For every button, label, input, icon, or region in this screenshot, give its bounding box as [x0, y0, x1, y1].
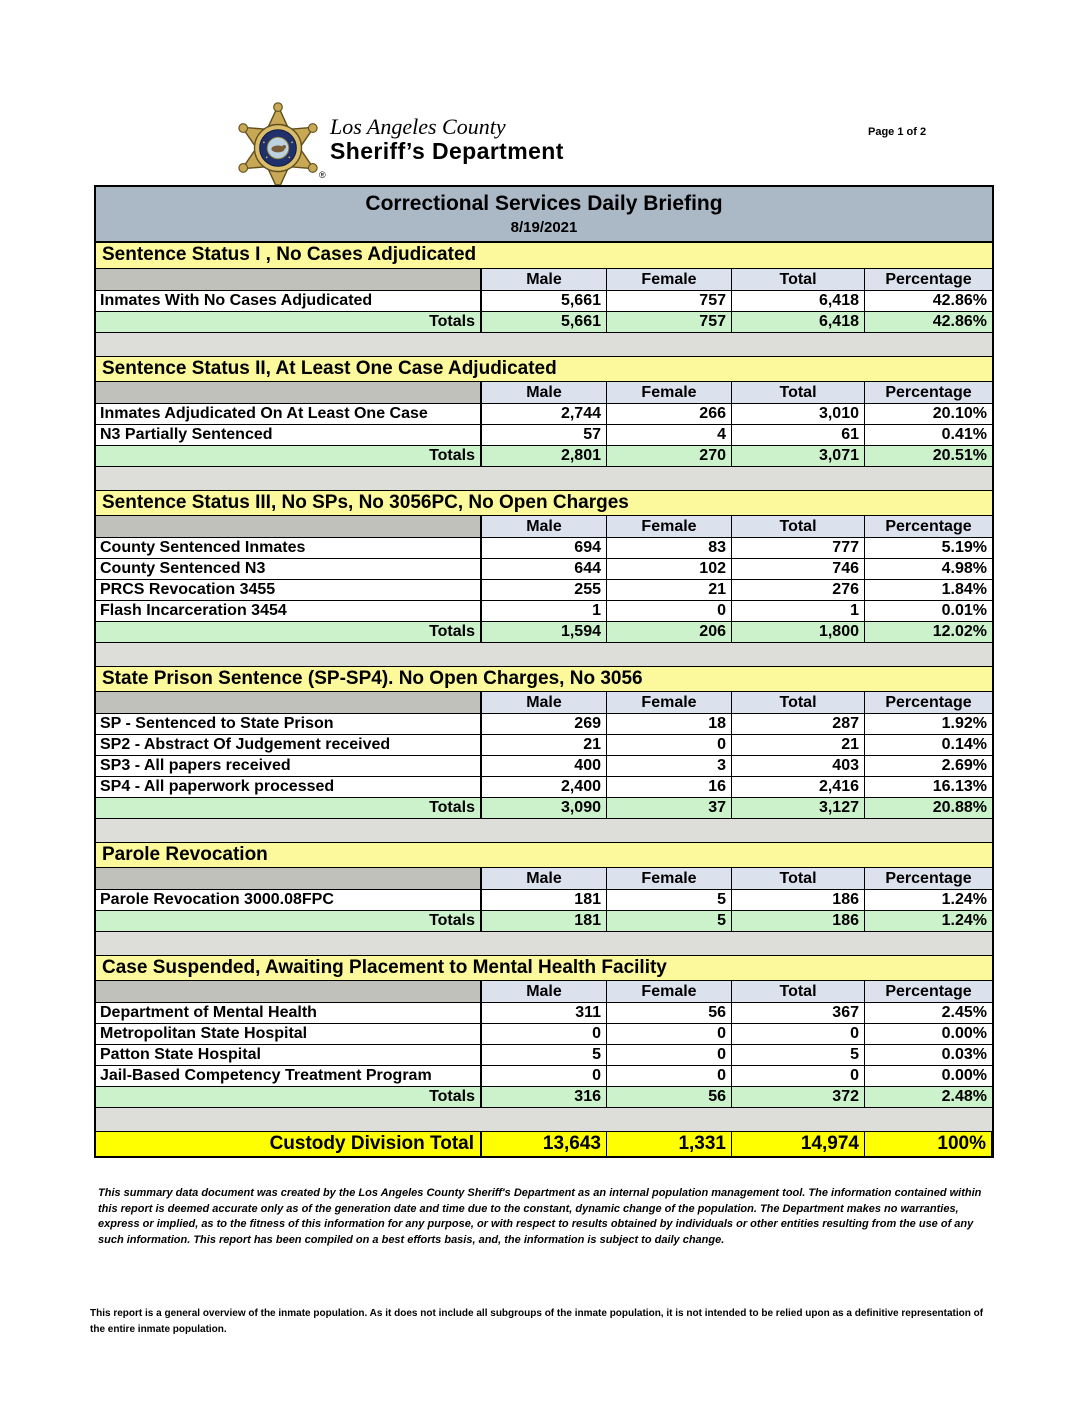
percentage-value: 1.84% [941, 581, 987, 598]
row-label: Metropolitan State Hospital [96, 1024, 482, 1044]
row-label: Inmates Adjudicated On At Least One Case [96, 404, 482, 424]
male-total: 1,594 [482, 622, 607, 642]
column-header-male: Male [482, 692, 607, 713]
section-title-text: Parole Revocation [102, 844, 268, 865]
total-value: 186 [732, 890, 865, 910]
total-value: 6,418 [732, 291, 865, 311]
male-value: 644 [482, 559, 607, 579]
total-value: 777 [732, 538, 865, 558]
totals-row [96, 911, 992, 932]
percentage-total: 12.02% [932, 623, 987, 640]
percentage-value: 0.01% [941, 602, 987, 619]
male-value: 2,400 [482, 777, 607, 797]
percentage-value: 16.13% [932, 778, 987, 795]
total-value: 403 [732, 756, 865, 776]
column-header-female: Female [607, 981, 732, 1002]
column-header-total: Total [732, 382, 865, 403]
totals-row [96, 622, 992, 643]
registered-trademark-symbol: ® [319, 170, 326, 180]
total-value: 367 [732, 1003, 865, 1023]
column-header-percentage: Percentage [865, 269, 992, 290]
total-value: 0 [732, 1024, 865, 1044]
column-header-spacer [96, 981, 482, 1002]
overview-note-text: This report is a general overview of the inmate population. As it does not include all subgroups of the inmate population, it is not intended to be relied upon as a definitive representation of the entire inmate population. [90, 1308, 984, 1335]
male-value: 181 [482, 890, 607, 910]
table-row [96, 425, 992, 446]
totals-label: Totals [96, 622, 482, 642]
percentage-value: 1.92% [941, 715, 987, 732]
report-section [96, 666, 992, 842]
female-value: 5 [607, 890, 732, 910]
total-value: 21 [732, 735, 865, 755]
section-title [96, 842, 992, 868]
totals-row [96, 312, 992, 333]
row-label: Jail-Based Competency Treatment Program [96, 1066, 482, 1086]
male-total: 316 [482, 1087, 607, 1107]
female-value: 102 [607, 559, 732, 579]
column-header-male: Male [482, 868, 607, 889]
daily-briefing-table [94, 185, 994, 1158]
column-header-percentage: Percentage [865, 382, 992, 403]
female-value: 16 [607, 777, 732, 797]
column-header-row [96, 516, 992, 538]
female-total: 206 [607, 622, 732, 642]
table-row [96, 1003, 992, 1024]
totals-row [96, 798, 992, 819]
report-section [96, 490, 992, 666]
total-value: 5 [732, 1045, 865, 1065]
table-row [96, 1024, 992, 1045]
female-value: 0 [607, 1024, 732, 1044]
total-total: 372 [732, 1087, 865, 1107]
column-header-row [96, 868, 992, 890]
total-value: 2,416 [732, 777, 865, 797]
table-row [96, 291, 992, 312]
table-row [96, 601, 992, 622]
section-title-text: Sentence Status II, At Least One Case Adjudicated [102, 358, 557, 379]
percentage-value: 0.14% [941, 736, 987, 753]
male-value: 1 [482, 601, 607, 621]
grand-total-label: Custody Division Total [96, 1132, 482, 1156]
page-number: Page 1 of 2 [868, 126, 927, 138]
total-value: 746 [732, 559, 865, 579]
column-header-male: Male [482, 269, 607, 290]
total-total: 3,071 [732, 446, 865, 466]
table-row [96, 1066, 992, 1087]
row-label: SP - Sentenced to State Prison [96, 714, 482, 734]
row-label: N3 Partially Sentenced [96, 425, 482, 445]
table-row [96, 890, 992, 911]
report-title: Correctional Services Daily Briefing [365, 192, 723, 215]
male-value: 694 [482, 538, 607, 558]
female-total: 757 [607, 312, 732, 332]
custody-division-total-row [96, 1131, 992, 1156]
column-header-female: Female [607, 692, 732, 713]
female-total: 270 [607, 446, 732, 466]
row-label: County Sentenced Inmates [96, 538, 482, 558]
percentage-total: 2.48% [941, 1088, 987, 1105]
totals-label: Totals [96, 911, 482, 931]
table-row [96, 404, 992, 425]
total-total: 3,127 [732, 798, 865, 818]
section-spacer [96, 643, 992, 666]
percentage-value: 42.86% [932, 292, 987, 309]
column-header-row [96, 269, 992, 291]
female-value: 56 [607, 1003, 732, 1023]
row-label: Patton State Hospital [96, 1045, 482, 1065]
column-header-spacer [96, 516, 482, 537]
section-spacer [96, 819, 992, 842]
total-value: 276 [732, 580, 865, 600]
totals-row [96, 446, 992, 467]
row-label: SP4 - All paperwork processed [96, 777, 482, 797]
percentage-value: 0.41% [941, 426, 987, 443]
female-total: 37 [607, 798, 732, 818]
report-title-bar [96, 187, 992, 243]
county-name: Los Angeles County [330, 114, 506, 139]
section-spacer [96, 467, 992, 490]
female-value: 266 [607, 404, 732, 424]
sections [96, 243, 992, 1131]
table-row [96, 714, 992, 735]
section-title-text: Sentence Status I , No Cases Adjudicated [102, 244, 477, 265]
column-header-female: Female [607, 382, 732, 403]
column-header-total: Total [732, 516, 865, 537]
percentage-value: 1.24% [941, 891, 987, 908]
male-value: 311 [482, 1003, 607, 1023]
grand-total-female: 1,331 [607, 1132, 732, 1156]
row-label: County Sentenced N3 [96, 559, 482, 579]
column-header-percentage: Percentage [865, 868, 992, 889]
percentage-value: 4.98% [941, 560, 987, 577]
percentage-value: 5.19% [941, 539, 987, 556]
column-header-spacer [96, 868, 482, 889]
table-row [96, 559, 992, 580]
column-header-total: Total [732, 868, 865, 889]
report-date: 8/19/2021 [510, 219, 578, 236]
table-row [96, 580, 992, 601]
total-value: 287 [732, 714, 865, 734]
totals-label: Totals [96, 798, 482, 818]
column-header-female: Female [607, 516, 732, 537]
male-value: 5 [482, 1045, 607, 1065]
female-value: 18 [607, 714, 732, 734]
column-header-percentage: Percentage [865, 692, 992, 713]
percentage-value: 0.00% [941, 1025, 987, 1042]
male-value: 255 [482, 580, 607, 600]
female-value: 757 [607, 291, 732, 311]
male-total: 5,661 [482, 312, 607, 332]
totals-label: Totals [96, 446, 482, 466]
grand-total-percentage: 100% [865, 1132, 992, 1156]
percentage-total: 20.51% [932, 447, 987, 464]
male-total: 2,801 [482, 446, 607, 466]
female-value: 3 [607, 756, 732, 776]
column-header-male: Male [482, 382, 607, 403]
column-header-total: Total [732, 269, 865, 290]
row-label: Parole Revocation 3000.08FPC [96, 890, 482, 910]
section-spacer [96, 333, 992, 356]
percentage-total: 1.24% [941, 912, 987, 929]
female-value: 21 [607, 580, 732, 600]
female-value: 4 [607, 425, 732, 445]
column-header-female: Female [607, 269, 732, 290]
sheriff-star-badge-icon [231, 101, 325, 195]
percentage-value: 20.10% [932, 405, 987, 422]
male-value: 269 [482, 714, 607, 734]
row-label: Department of Mental Health [96, 1003, 482, 1023]
percentage-total: 20.88% [932, 799, 987, 816]
male-value: 2,744 [482, 404, 607, 424]
report-section [96, 243, 992, 356]
section-title-text: Sentence Status III, No SPs, No 3056PC, No Open Charges [102, 492, 629, 513]
table-row [96, 538, 992, 559]
department-wordmark [330, 115, 564, 163]
female-value: 0 [607, 1045, 732, 1065]
male-value: 0 [482, 1066, 607, 1086]
table-row [96, 1045, 992, 1066]
column-header-spacer [96, 269, 482, 290]
row-label: PRCS Revocation 3455 [96, 580, 482, 600]
total-total: 1,800 [732, 622, 865, 642]
total-value: 1 [732, 601, 865, 621]
total-total: 6,418 [732, 312, 865, 332]
column-header-total: Total [732, 981, 865, 1002]
percentage-value: 0.03% [941, 1046, 987, 1063]
male-value: 5,661 [482, 291, 607, 311]
report-section [96, 955, 992, 1131]
female-value: 83 [607, 538, 732, 558]
total-total: 186 [732, 911, 865, 931]
totals-label: Totals [96, 1087, 482, 1107]
column-header-percentage: Percentage [865, 516, 992, 537]
total-value: 0 [732, 1066, 865, 1086]
section-title-text: State Prison Sentence (SP-SP4). No Open Charges, No 3056 [102, 668, 643, 689]
male-total: 181 [482, 911, 607, 931]
section-spacer [96, 932, 992, 955]
percentage-value: 2.45% [941, 1004, 987, 1021]
table-row [96, 735, 992, 756]
male-value: 21 [482, 735, 607, 755]
report-section [96, 356, 992, 490]
column-header-percentage: Percentage [865, 981, 992, 1002]
column-header-spacer [96, 692, 482, 713]
percentage-value: 0.00% [941, 1067, 987, 1084]
percentage-total: 42.86% [932, 313, 987, 330]
row-label: Inmates With No Cases Adjudicated [96, 291, 482, 311]
percentage-value: 2.69% [941, 757, 987, 774]
column-header-spacer [96, 382, 482, 403]
report-section [96, 842, 992, 955]
table-row [96, 777, 992, 798]
female-total: 56 [607, 1087, 732, 1107]
female-total: 5 [607, 911, 732, 931]
total-value: 61 [732, 425, 865, 445]
row-label: Flash Incarceration 3454 [96, 601, 482, 621]
section-title [96, 243, 992, 269]
column-header-total: Total [732, 692, 865, 713]
column-header-male: Male [482, 981, 607, 1002]
disclaimer-text: This summary data document was created by the Los Angeles County Sheriff's Department as an internal population management tool. The information contained within this report is deemed accurate only as of the generation date and time due to the constant, dynamic change of the population. The Department makes no warranties, express or implied, as to the fitness of this information for any purpose, or with respect to results obtained by individuals or other entities resulting from the use of any such information. This report has been compiled on a best efforts basis, and, the information is subject to daily change. [98, 1187, 982, 1246]
column-header-female: Female [607, 868, 732, 889]
section-title-text: Case Suspended, Awaiting Placement to Mental Health Facility [102, 957, 667, 978]
grand-total-male: 13,643 [482, 1132, 607, 1156]
totals-label: Totals [96, 312, 482, 332]
section-title [96, 955, 992, 981]
section-title [96, 490, 992, 516]
section-title [96, 666, 992, 692]
male-value: 400 [482, 756, 607, 776]
male-total: 3,090 [482, 798, 607, 818]
column-header-row [96, 692, 992, 714]
row-label: SP3 - All papers received [96, 756, 482, 776]
female-value: 0 [607, 735, 732, 755]
total-value: 3,010 [732, 404, 865, 424]
row-label: SP2 - Abstract Of Judgement received [96, 735, 482, 755]
female-value: 0 [607, 601, 732, 621]
table-row [96, 756, 992, 777]
male-value: 0 [482, 1024, 607, 1044]
column-header-row [96, 981, 992, 1003]
section-spacer [96, 1108, 992, 1131]
section-title [96, 356, 992, 382]
department-name: Sheriff’s Department [330, 138, 564, 164]
male-value: 57 [482, 425, 607, 445]
grand-total-total: 14,974 [732, 1132, 865, 1156]
female-value: 0 [607, 1066, 732, 1086]
column-header-row [96, 382, 992, 404]
column-header-male: Male [482, 516, 607, 537]
totals-row [96, 1087, 992, 1108]
